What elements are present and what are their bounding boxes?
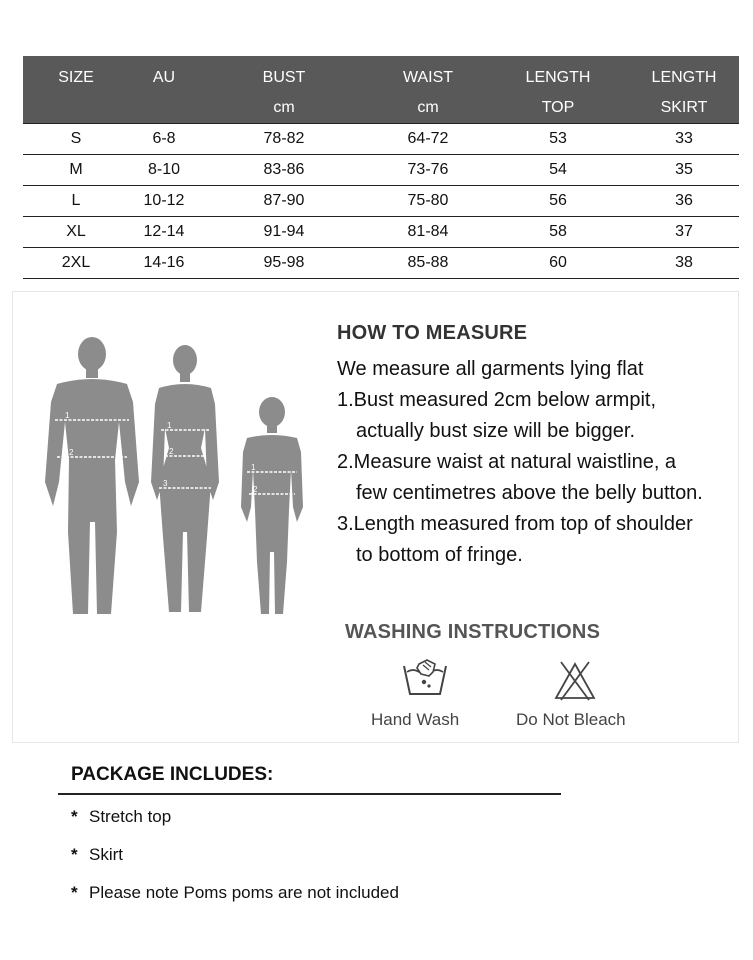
child-marker-2: 2 [253, 485, 258, 494]
header-bust: BUST cm [199, 56, 369, 124]
table-cell: 87-90 [199, 186, 369, 217]
washing-instructions-title: WASHING INSTRUCTIONS [345, 621, 601, 643]
measure-line: 2.Measure waist at natural waistline, a [337, 451, 677, 473]
woman-marker-3: 3 [163, 479, 168, 488]
table-cell: 10-12 [129, 186, 199, 217]
table-row [23, 217, 739, 248]
table-cell: 83-86 [199, 155, 369, 186]
table-cell: 78-82 [199, 124, 369, 155]
table-row [23, 186, 739, 217]
child-figure [241, 397, 303, 614]
table-cell: 54 [487, 155, 629, 186]
table-cell: 95-98 [199, 248, 369, 279]
table-cell: M [23, 155, 129, 186]
woman-marker-2: 2 [169, 447, 174, 456]
package-item [71, 883, 399, 903]
table-row [23, 248, 739, 279]
woman-marker-1: 1 [167, 421, 172, 430]
package-item-label: Please note Poms poms are not included [89, 883, 399, 902]
bullet-icon: * [71, 807, 78, 826]
man-marker-1: 1 [65, 411, 70, 420]
table-cell: 56 [487, 186, 629, 217]
body-figures-illustration [35, 332, 305, 632]
measure-line: 1.Bust measured 2cm below armpit, [337, 389, 657, 411]
table-cell: 14-16 [129, 248, 199, 279]
man-figure [45, 337, 139, 614]
hand-wash-label: Hand Wash [371, 710, 460, 729]
measure-line: We measure all garments lying flat [337, 358, 644, 380]
measure-line: to bottom of fringe. [356, 544, 523, 566]
package-includes-title: PACKAGE INCLUDES: [71, 764, 274, 785]
do-not-bleach-label: Do Not Bleach [516, 710, 626, 729]
table-row [23, 155, 739, 186]
woman-figure [151, 345, 219, 612]
bullet-icon: * [71, 883, 78, 902]
measure-line: few centimetres above the belly button. [356, 482, 703, 504]
measure-line: 3.Length measured from top of shoulder [337, 513, 693, 535]
do-not-bleach-icon [553, 660, 597, 702]
child-marker-1: 1 [251, 463, 256, 472]
table-cell: 37 [629, 217, 739, 248]
man-marker-2: 2 [69, 448, 74, 457]
hand-wash-icon [401, 658, 449, 698]
package-item [71, 845, 123, 865]
table-cell: 6-8 [129, 124, 199, 155]
bullet-icon: * [71, 845, 78, 864]
measure-title: HOW TO MEASURE [337, 322, 528, 344]
table-cell: 8-10 [129, 155, 199, 186]
table-cell: XL [23, 217, 129, 248]
table-cell: 81-84 [369, 217, 487, 248]
table-cell: 35 [629, 155, 739, 186]
package-divider [58, 793, 561, 795]
header-waist: WAIST cm [369, 56, 487, 124]
header-length-skirt: LENGTH SKIRT [629, 56, 739, 124]
header-au: AU [129, 56, 199, 124]
table-cell: 38 [629, 248, 739, 279]
table-cell: 64-72 [369, 124, 487, 155]
header-size: SIZE [23, 56, 129, 124]
table-cell: 2XL [23, 248, 129, 279]
table-cell: 75-80 [369, 186, 487, 217]
package-item [71, 807, 171, 827]
table-cell: 60 [487, 248, 629, 279]
size-chart-header [23, 56, 739, 124]
table-cell: 36 [629, 186, 739, 217]
size-chart-table [23, 56, 739, 279]
measure-line: actually bust size will be bigger. [356, 420, 636, 442]
package-item-label: Skirt [89, 845, 123, 864]
table-row [23, 124, 739, 155]
table-cell: 33 [629, 124, 739, 155]
table-cell: L [23, 186, 129, 217]
table-cell: S [23, 124, 129, 155]
package-item-label: Stretch top [89, 807, 172, 826]
header-length-top: LENGTH TOP [487, 56, 629, 124]
measure-instructions [337, 322, 737, 571]
table-cell: 53 [487, 124, 629, 155]
table-cell: 73-76 [369, 155, 487, 186]
table-cell: 85-88 [369, 248, 487, 279]
table-cell: 12-14 [129, 217, 199, 248]
table-cell: 58 [487, 217, 629, 248]
table-cell: 91-94 [199, 217, 369, 248]
how-to-measure-panel [12, 291, 739, 743]
